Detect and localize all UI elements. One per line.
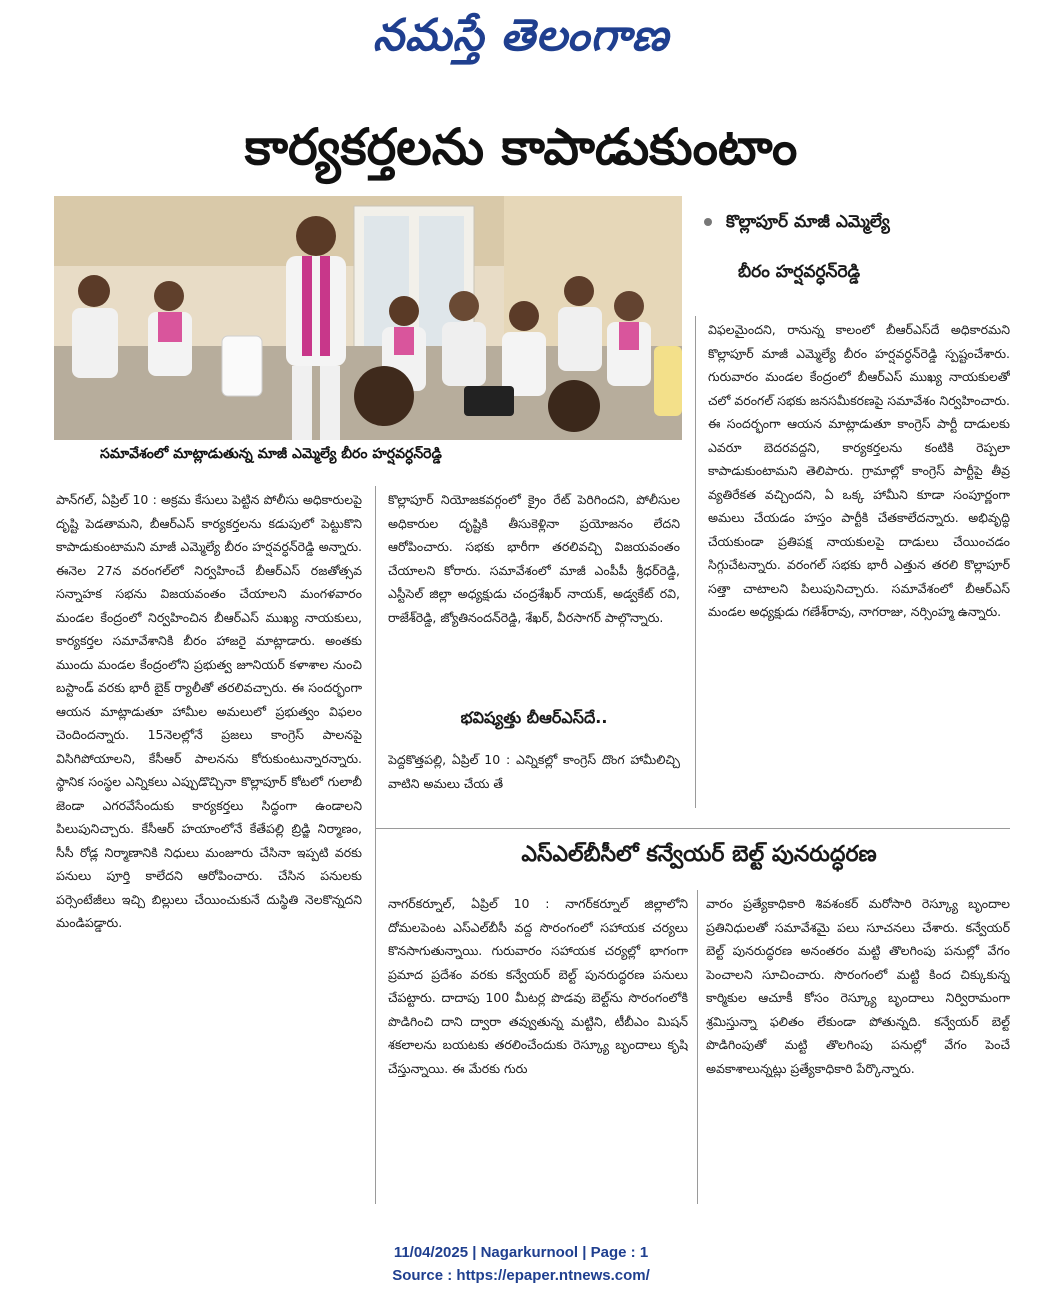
article2-column-1 bbox=[388, 892, 688, 1204]
paragraph: పాన్‌గల్, ఏప్రిల్ 10 : అక్రమ కేసులు పెట్టిన పోలీసు అధికారులపై దృష్టి పెడతామని, బీఆర్‌ఎస్ కార్యకర్తలను కడుపులో పెట్టుకొని కాపాడుకుంటామని మాజీ ఎమ్మెల్యే బీరం హర్షవర్ధన్‌రెడ్డి అన్నారు. ఈనెల 27న వరంగల్‌లో నిర్వహించే బీఆర్‌ఎస్ రజతోత్సవ సన్నాహక సభను విజయవంతం చేయాలని మంగళవారం మండల కేంద్రంలో నిర్వహించిన బీఆర్‌ఎస్ ముఖ్య నాయకులు, కార్యకర్తల సమావేశానికి బీరం హాజరై మాట్లాడారు. అంతకు ముందు మండల కేంద్రంలోని ప్రభుత్వ జూనియర్ కళాశాల నుంచి బస్టాండ్ వరకు భారీ బైక్ ర్యాలీతో తరలివచ్చారు. ఈ సందర్భంగా ఆయన మాట్లాడుతూ హామీల అమలులో ప్రభుత్వం విఫలం చెందిందన్నారు. 15నెలల్లోనే ప్రజలు కాంగ్రెస్ పాలనపై విసిగిపోయాలని, కేసీఆర్ పాలనను కోరుకుంటున్నారన్నారు. స్థానిక సంస్థల ఎన్నికలు ఎప్పుడొచ్చినా కొల్లాపూర్ కోటలో గులాబీ జెండా ఎగరవేసేందుకు కార్యకర్తలు సిద్ధంగా ఉండాలని పిలుపునిచ్చారు. కేసీఆర్ హయాంలోనే కేతేపల్లి బ్రిడ్జి నిర్మాణం, సీసీ రోడ్ల నిర్మాణానికి నిధులు మంజూరు చేసినా ఇప్పటి వరకు పనులు పూర్తి కాలేదని ఆరోపించారు. చేసిన పనులకు పర్సెంటేజీలు ఇచ్చి బిల్లులు చేయించుకునే దుస్థితి నెలకొన్నదని మండిపడ్డారు. bbox=[56, 492, 362, 930]
paragraph: పెద్దకొత్తపల్లి, ఏప్రిల్ 10 : ఎన్నికల్లో కాంగ్రెస్ దొంగ హామీలిచ్చి వాటిని అమలు చేయ తే bbox=[388, 752, 680, 791]
paragraph: వారం ప్రత్యేకాధికారి శివశంకర్ మరోసారి రెస్క్యూ బృందాల ప్రతినిధులతో సమావేశమై పలు సూచనలు చేశారు. కన్వేయర్ బెల్ట్ పునరుద్ధరణ అనంతరం మట్టి తొలగింపు పనుల్లో వేగం పెంచాలని సూచించారు. సొరంగంలో మట్టి కింద చిక్కుకున్న కార్మికుల ఆచూకీ కోసం రెస్క్యూ బృందాలు నిర్విరామంగా శ్రమిస్తున్నా ఫలితం లేకుండా పోతున్నది. కన్వేయర్ బెల్ట్ పొడిగింపుతో మట్టి తొలగింపు పనుల్లో వేగం పెంచే అవకాశాలున్నట్లు ప్రత్యేకాధికారి పేర్కొన్నారు. bbox=[706, 896, 1010, 1076]
paragraph: విఫలమైందని, రానున్న కాలంలో బీఆర్‌ఎస్‌దే అధికారమని కొల్లాపూర్ మాజీ ఎమ్మెల్యే బీరం హర్షవర్ధన్‌రెడ్డి స్పష్టంచేశారు. గురువారం మండల కేంద్రంలో బీఆర్‌ఎస్ ముఖ్య నాయకులతో చలో వరంగల్ సభకు జనసమీకరణపై సమావేశం నిర్వహించారు. ఈ సందర్భంగా ఆయన మాట్లాడుతూ కాంగ్రెస్ పార్టీ దాడులకు ఎవరూ బెదరవద్దని, కార్యకర్తలను కంటికి రెప్పలా కాపాడుకుంటామని తెలిపారు. గ్రామాల్లో కాంగ్రెస్ పార్టీపై తీవ్ర వ్యతిరేకత వచ్చిందని, ఏ ఒక్క హామీని కూడా సంపూర్ణంగా అమలు చేయడం హస్తం పార్టీకి చేతకాలేదన్నారు. అభివృద్ధి చేయకుండా ప్రతిపక్ష నాయకులపై దాడులు చేయించడం సిగ్గుచేటన్నారు. వరంగల్ సభకు భారీ ఎత్తున తరలి కొల్లాపూర్ సత్తా చాటాలని పిలుపునిచ్చారు. సమావేశంలో బీఆర్‌ఎస్ మండల అధ్యక్షుడు గణేశ్‌రావు, నాగరాజు, నర్సింహ్మ ఉన్నారు. bbox=[708, 322, 1010, 619]
article-column-1 bbox=[56, 488, 362, 1200]
column-divider bbox=[375, 486, 376, 1204]
column-divider bbox=[697, 890, 698, 1204]
article-column-2 bbox=[388, 488, 680, 700]
column-divider bbox=[695, 316, 696, 808]
section-subhead: భవిష్యత్తు బీఆర్‌ఎస్‌దే.. bbox=[460, 708, 608, 727]
section-divider bbox=[376, 828, 1010, 829]
bullet-icon bbox=[704, 218, 712, 226]
article-headline: కార్యకర్తలను కాపాడుకుంటాం bbox=[244, 118, 798, 176]
footer-date-edition: 11/04/2025 | Nagarkurnool | Page : 1 bbox=[393, 1244, 649, 1261]
subtitle-text: కొల్లాపూర్ మాజీ ఎమ్మెల్యే bbox=[726, 212, 890, 232]
article-subtitle bbox=[704, 212, 1004, 236]
meeting-photo-illustration bbox=[54, 196, 682, 440]
article-photo bbox=[54, 196, 682, 440]
masthead-logo: నమస్తే తెలంగాణ bbox=[372, 10, 670, 61]
paragraph: కొల్లాపూర్ నియోజకవర్గంలో క్రైం రేట్ పెరిగిందని, పోలీసుల అధికారుల దృష్టికి తీసుకెళ్లినా ప్రయోజనం లేదని ఆరోపించారు. సభకు భారీగా తరలివచ్చి విజయవంతం చేయాలని కోరారు. సమావేశంలో మాజీ ఎంపీపీ శ్రీధర్‌రెడ్డి, ఎస్టీసెల్ జిల్లా అధ్యక్షుడు చంద్రశేఖర్ నాయక్, అడ్వకేట్ రవి, రాజేశ్‌రెడ్డి, జ్యోతినందన్‌రెడ్డి, శేఖర్, వీరసాగర్ పాల్గొన్నారు. bbox=[388, 492, 680, 625]
footer-source: Source : https://epaper.ntnews.com/ bbox=[392, 1267, 650, 1284]
article-column-2b bbox=[388, 748, 680, 808]
article-column-3 bbox=[708, 318, 1010, 806]
article-byline: బీరం హర్షవర్ధన్‌రెడ్డి bbox=[738, 262, 861, 282]
article2-headline: ఎస్‌ఎల్‌బీసీలో కన్వేయర్ బెల్ట్ పునరుద్ధరణ bbox=[521, 842, 877, 867]
photo-caption: సమావేశంలో మాట్లాడుతున్న మాజీ ఎమ్మెల్యే బీరం హర్షవర్ధన్‌రెడ్డి bbox=[100, 446, 442, 462]
article2-column-2 bbox=[706, 892, 1010, 1204]
paragraph: నాగర్‌కర్నూల్, ఏప్రిల్ 10 : నాగర్‌కర్నూల్ జిల్లాలోని దోమలపెంట ఎస్‌ఎల్‌బీసీ వద్ద సొరంగంలో సహాయక చర్యలు కొనసాగుతున్నాయి. గురువారం సహాయక చర్యల్లో భాగంగా ప్రమాద ప్రదేశం వరకు కన్వేయర్ బెల్ట్ పునరుద్ధరణ పనులు చేపట్టారు. దాదాపు 100 మీటర్ల పొడవు బెల్ట్‌ను సొరంగంలోకి పొడిగించి దాని ద్వారా తవ్వుతున్న మట్టిని, టీబీఎం మిషన్ శకలాలను బయటకు తరలించేందుకు రెస్క్యూ బృందాలు కృషి చేస్తున్నాయి. ఈ మేరకు గురు bbox=[388, 896, 688, 1076]
